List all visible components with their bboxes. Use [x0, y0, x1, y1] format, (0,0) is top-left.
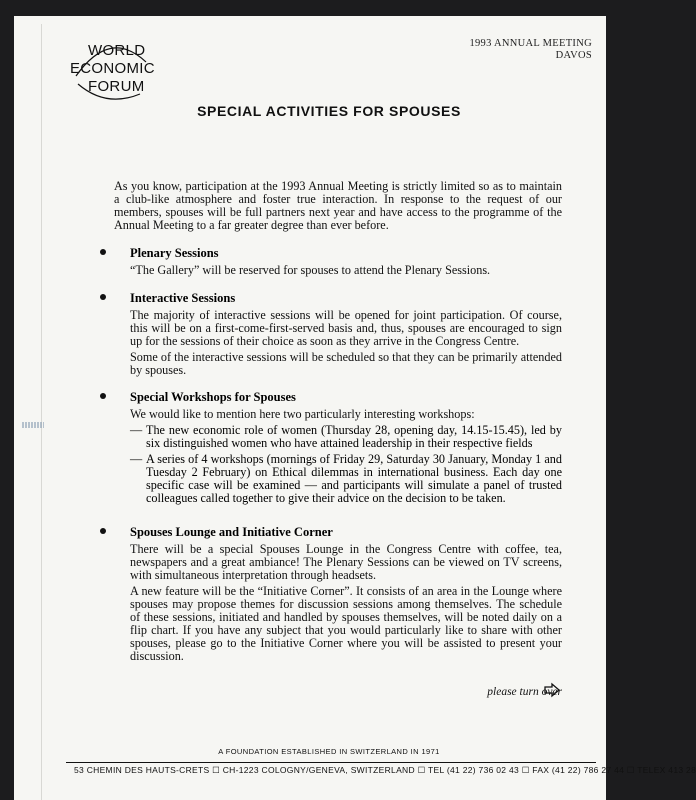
- section-heading: Plenary Sessions: [130, 246, 219, 260]
- workshop-item-text: The new economic role of women (Thursday 28, opening day, 14.15-15.45), led by six distinguished women who have attained leadership in their respective fields: [146, 423, 562, 450]
- bullet-icon: [100, 294, 106, 300]
- section-paragraph: A new feature will be the “Initiative Corner”. It consists of an area in the Lounge where spouses may propose themes for discussion sessions among themselves. The schedule of these sessions, initiated and handled by spouses themselves, will be noted daily on a flip chart. If you have any subject that you would particularly like to share with other spouses, please go to the Initiative Corner where you will be assisted to present your discussion.: [130, 584, 562, 663]
- foundation-note: A FOUNDATION ESTABLISHED IN SWITZERLAND IN 1971: [218, 747, 440, 756]
- margin-stamp: [22, 422, 44, 428]
- meeting-line-2: DAVOS: [555, 50, 592, 61]
- logo-line-2: ECONOMIC: [70, 60, 155, 77]
- section-plenary: [114, 246, 562, 280]
- meeting-line-1: 1993 ANNUAL MEETING: [469, 38, 592, 49]
- logo-line-1: WORLD: [88, 42, 146, 59]
- section-interactive: [114, 291, 562, 380]
- section-paragraph: The majority of interactive sessions will be opened for joint participation. Of course, this will be on a first-come-first-served basis and, thus, spouses are encouraged to sign up for the sessions of their choice as soon as they arrive in the Congress Centre.: [130, 308, 562, 348]
- section-heading: Special Workshops for Spouses: [130, 390, 296, 404]
- section-lounge: [114, 525, 562, 666]
- workshop-item: [130, 453, 562, 505]
- bullet-icon: [100, 528, 106, 534]
- section-paragraph: We would like to mention here two particularly interesting workshops:: [130, 407, 475, 421]
- intro-paragraph: As you know, participation at the 1993 Annual Meeting is strictly limited so as to maintain a club-like atmosphere and foster true interaction. In response to the request of our members, spouses will be full partners next year and have access to the programme of the Annual Meeting to a far greater degree than ever before.: [114, 179, 562, 232]
- wef-logo: [66, 38, 156, 104]
- bullet-icon: [100, 249, 106, 255]
- arrow-right-icon: [544, 683, 560, 697]
- section-heading: Spouses Lounge and Initiative Corner: [130, 525, 333, 539]
- footer-address: 53 CHEMIN DES HAUTS-CRETS ☐ CH-1223 COLOGNY/GENEVA, SWITZERLAND ☐ TEL (41 22) 736 02 43 ☐ FAX (41 22) 786 27 44 ☐ TELEX 413 28: [74, 765, 696, 775]
- section-paragraph: There will be a special Spouses Lounge in the Congress Centre with coffee, tea, newspapers and a great ambiance! The Plenary Sessions can be viewed on TV screens, with simultaneous interpretation through headsets.: [130, 542, 562, 582]
- margin-line: [41, 24, 42, 800]
- turn-over-note: please turn over: [487, 686, 562, 698]
- workshop-item-text: A series of 4 workshops (mornings of Friday 29, Saturday 30 January, Monday 1 and Tuesday 2 February) on Ethical dilemmas in international business. Each day one specific case will be examined — and participants will simulate a panel of trusted colleagues called together to give their advice on the decision to be taken.: [146, 452, 562, 505]
- dash-marker: —: [130, 423, 143, 437]
- section-workshops: [114, 390, 562, 508]
- logo-line-3: FORUM: [88, 78, 145, 95]
- section-paragraph: “The Gallery” will be reserved for spouses to attend the Plenary Sessions.: [130, 263, 491, 277]
- section-paragraph: Some of the interactive sessions will be scheduled so that they can be primarily attended by spouses.: [130, 350, 562, 377]
- workshop-item: [130, 424, 562, 450]
- bullet-icon: [100, 393, 106, 399]
- meeting-label: [469, 38, 592, 62]
- document-page: [14, 16, 696, 800]
- page-title: SPECIAL ACTIVITIES FOR SPOUSES: [197, 103, 461, 119]
- dash-marker: —: [130, 452, 143, 466]
- section-heading: Interactive Sessions: [130, 291, 236, 305]
- footer-divider: [66, 762, 596, 763]
